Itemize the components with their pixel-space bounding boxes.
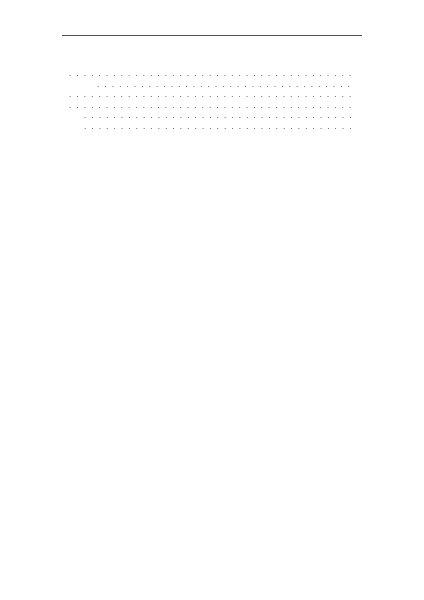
toc-entry[interactable] <box>62 90 362 101</box>
leader-dots <box>69 90 351 101</box>
toc-entry[interactable] <box>62 101 362 112</box>
toc-entry[interactable] <box>62 122 362 133</box>
leader-dots <box>69 69 351 80</box>
toc-entry[interactable] <box>62 111 362 122</box>
leader-dots <box>84 111 351 122</box>
toc-section-heading[interactable] <box>62 58 362 69</box>
toc-entry[interactable] <box>62 69 362 80</box>
leader-dots <box>69 101 351 112</box>
toc-entry-continuation[interactable] <box>62 80 362 91</box>
top-rule <box>62 35 362 36</box>
leader-dots <box>97 80 351 91</box>
leader-dots <box>84 122 351 133</box>
table-of-contents <box>62 49 362 133</box>
